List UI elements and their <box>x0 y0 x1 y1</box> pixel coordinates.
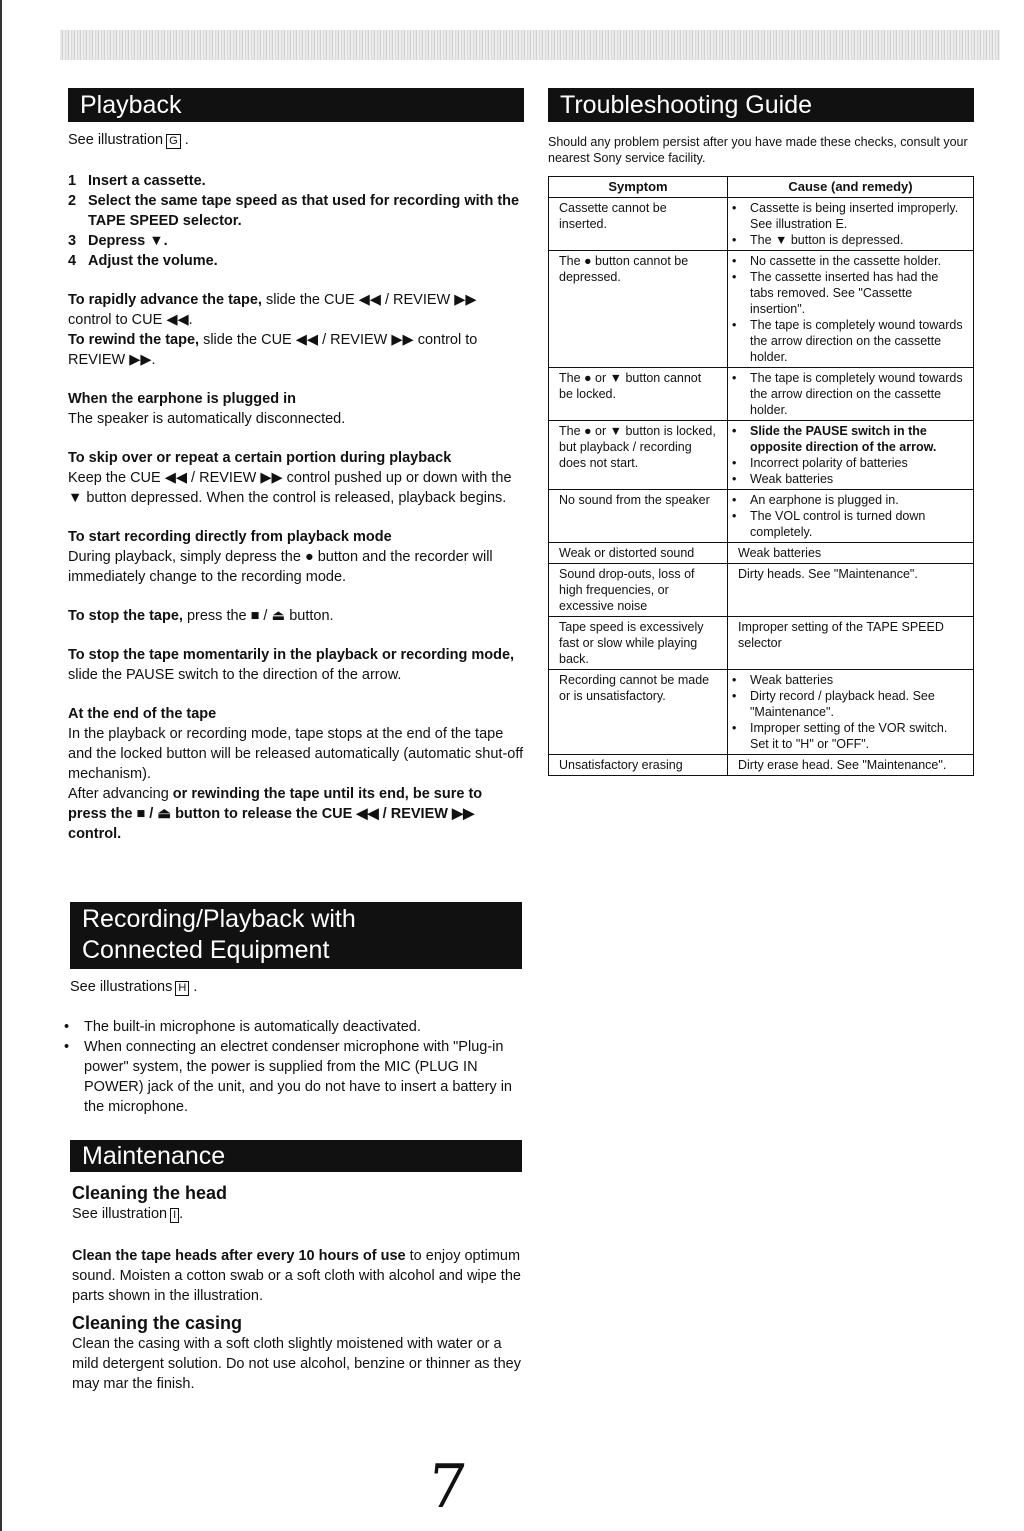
after-advancing-text: After advancing or rewinding the tape until its end, be sure to press the ■ / ⏏ button to release the CUE ◀◀ / REVIEW ▶▶ control. <box>68 786 483 842</box>
earphone-text: The speaker is automatically disconnected. <box>68 411 346 427</box>
maintenance-title-bar <box>70 1140 522 1172</box>
troubleshooting-title-bar <box>548 88 974 122</box>
troubleshooting-intro: Should any problem persist after you have made these checks, consult your nearest Sony service facility. <box>548 135 968 165</box>
skip-text: Keep the CUE ◀◀ / REVIEW ▶▶ control pushed up or down with the ▼ button depressed. When the control is released, playback begins. <box>68 470 512 506</box>
cause-cell: • Cassette is being inserted improperly. See illustration E. • The ▼ button is depressed. <box>728 198 974 251</box>
table-row <box>549 755 974 776</box>
symptom-cell: The ● or ▼ button is locked, but playback / recording does not start. <box>549 421 728 490</box>
symptom-cell: Cassette cannot be inserted. <box>549 198 728 251</box>
symptom-cell: The ● button cannot be depressed. <box>549 251 728 368</box>
cleaning-head-see: See illustration I . <box>72 1206 184 1222</box>
symptom-cell: No sound from the speaker <box>549 490 728 543</box>
maintenance-title: Maintenance <box>82 1142 226 1170</box>
table-row <box>549 198 974 251</box>
clean-heads-paragraph: Clean the tape heads after every 10 hours of use to enjoy optimum sound. Moisten a cotton swab or a soft cloth with alcohol and wipe the parts shown in the illustration. <box>72 1248 521 1304</box>
symptom-cell: The ● or ▼ button cannot be locked. <box>549 368 728 421</box>
cause-cell: Improper setting of the TAPE SPEED selector <box>728 617 974 670</box>
table-row <box>549 670 974 755</box>
playback-steps <box>68 171 524 271</box>
list-item: • The built-in microphone is automatically deactivated. <box>70 1017 522 1037</box>
cause-cell: • Weak batteries • Dirty record / playback head. See "Maintenance". • Improper setting of the VOR switch. Set it to "H" or "OFF". <box>728 670 974 755</box>
table-header-row <box>549 177 974 198</box>
troubleshooting-title: Troubleshooting Guide <box>560 91 813 119</box>
cleaning-head-title: Cleaning the head <box>72 1183 228 1203</box>
illustration-ref-h: H <box>175 981 189 996</box>
recording-section <box>70 902 522 1117</box>
table-row <box>549 617 974 670</box>
illustration-ref-g: G <box>166 134 181 149</box>
start-recording-heading: To start recording directly from playback mode <box>68 529 392 545</box>
recording-title-bar <box>70 902 522 969</box>
table-row <box>549 251 974 368</box>
playback-see-illustration: See illustration G . <box>68 132 189 148</box>
recording-bullets <box>70 1017 522 1117</box>
table-row <box>549 421 974 490</box>
table-row <box>549 490 974 543</box>
symptom-cell: Recording cannot be made or is unsatisfactory. <box>549 670 728 755</box>
cause-cell: Dirty heads. See "Maintenance". <box>728 564 974 617</box>
step-item: 4 Adjust the volume. <box>68 253 218 269</box>
start-recording-text: During playback, simply depress the ● button and the recorder will immediately change to the recording mode. <box>68 549 493 585</box>
step-item: 2 Select the same tape speed as that used for recording with the TAPE SPEED selector. <box>68 193 520 229</box>
cause-cell: • An earphone is plugged in. • The VOL control is turned down completely. <box>728 490 974 543</box>
cause-column-header: Cause (and remedy) <box>728 177 974 198</box>
advance-paragraph: To rapidly advance the tape, slide the CUE ◀◀ / REVIEW ▶▶ control to CUE ◀◀. <box>68 292 477 328</box>
page-number: 7 <box>424 1452 470 1522</box>
table-row <box>549 543 974 564</box>
playback-title: Playback <box>80 91 182 119</box>
cause-cell: • No cassette in the cassette holder. • The cassette inserted has had the tabs removed. See "Cassette insertion". • The tape is completely wound towards the arrow direction on the cassette holder. <box>728 251 974 368</box>
header-texture-band <box>60 30 1000 60</box>
troubleshooting-section <box>548 88 974 776</box>
step-item: 1 Insert a cassette. <box>68 173 206 189</box>
playback-section <box>68 88 524 844</box>
cause-cell: Dirty erase head. See "Maintenance". <box>728 755 974 776</box>
earphone-heading: When the earphone is plugged in <box>68 391 296 407</box>
end-of-tape-heading: At the end of the tape <box>68 706 217 722</box>
stop-paragraph: To stop the tape, press the ■ / ⏏ button. <box>68 608 334 624</box>
page-edge-line <box>0 0 2 1531</box>
maintenance-section <box>70 1140 522 1394</box>
table-row <box>549 564 974 617</box>
skip-heading: To skip over or repeat a certain portion during playback <box>68 450 452 466</box>
troubleshooting-table <box>548 176 974 776</box>
cleaning-casing-title: Cleaning the casing <box>72 1313 243 1333</box>
end-of-tape-text: In the playback or recording mode, tape stops at the end of the tape and the locked button will be released automatically (automatic shut-off mechanism). <box>68 726 524 782</box>
pause-paragraph: To stop the tape momentarily in the playback or recording mode, slide the PAUSE switch to the direction of the arrow. <box>68 647 515 683</box>
illustration-ref-i: I <box>170 1208 179 1223</box>
recording-title-line1: Recording/Playback with <box>82 905 356 933</box>
step-item: 3 Depress ▼. <box>68 233 168 249</box>
symptom-cell: Tape speed is excessively fast or slow while playing back. <box>549 617 728 670</box>
list-item: • When connecting an electret condenser microphone with "Plug-in power" system, the power is supplied from the MIC (PLUG IN POWER) jack of the unit, and you do not have to insert a battery in the microphone. <box>70 1037 522 1117</box>
symptom-cell: Sound drop-outs, loss of high frequencies, or excessive noise <box>549 564 728 617</box>
recording-see-illustrations: See illustrations H . <box>70 979 198 995</box>
table-row <box>549 368 974 421</box>
cause-cell: • Slide the PAUSE switch in the opposite direction of the arrow. • Incorrect polarity of batteries • Weak batteries <box>728 421 974 490</box>
rewind-paragraph: To rewind the tape, slide the CUE ◀◀ / REVIEW ▶▶ control to REVIEW ▶▶. <box>68 332 478 368</box>
symptom-cell: Unsatisfactory erasing <box>549 755 728 776</box>
playback-title-bar <box>68 88 524 122</box>
cause-cell: • The tape is completely wound towards the arrow direction on the cassette holder. <box>728 368 974 421</box>
cleaning-casing-text: Clean the casing with a soft cloth slightly moistened with water or a mild detergent solution. Do not use alcohol, benzine or thinner as they may mar the finish. <box>72 1336 521 1392</box>
cause-cell: Weak batteries <box>728 543 974 564</box>
symptom-cell: Weak or distorted sound <box>549 543 728 564</box>
recording-title-line2: Connected Equipment <box>82 936 330 964</box>
symptom-column-header: Symptom <box>549 177 728 198</box>
